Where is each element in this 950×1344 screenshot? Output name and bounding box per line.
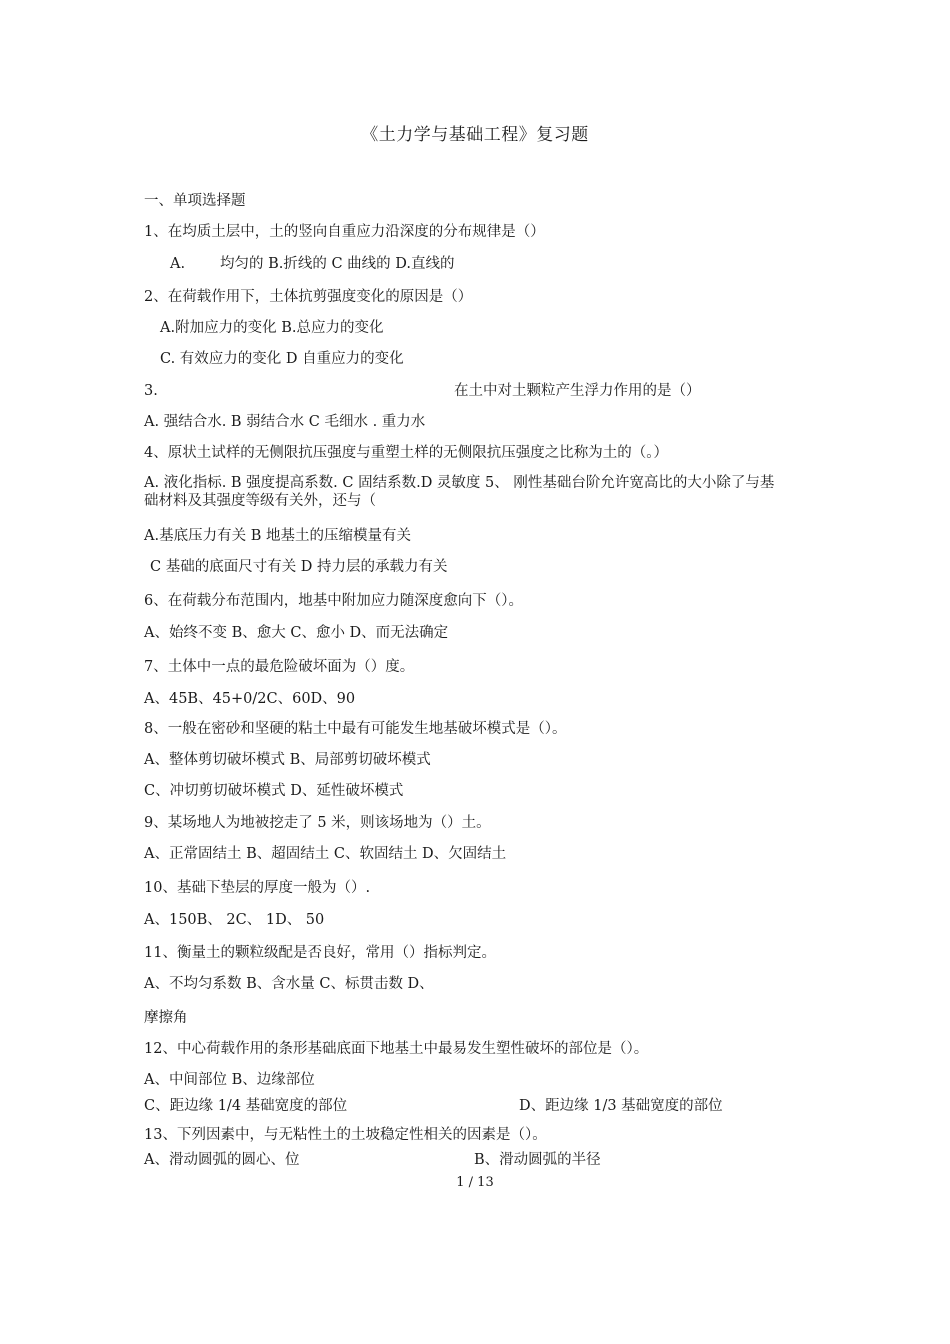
q5-options-cd: C 基础的底面尺寸有关 D 持力层的承载力有关 [150,559,448,575]
q3-options: A. 强结合水. B 弱结合水 C 毛细水 . 重力水 [144,414,426,430]
q7-options: A、45B、45+0/2C、60D、90 [144,691,356,707]
document-title: 《土力学与基础工程》复习题 [361,125,589,145]
q5-options-ab: A.基底压力有关 B 地基土的压缩模量有关 [144,528,411,544]
q1-options: 均匀的 B.折线的 C 曲线的 D.直线的 [220,256,455,272]
section-heading: 一、单项选择题 [144,193,246,209]
q8-options-ab: A、整体剪切破坏模式 B、局部剪切破坏模式 [144,752,431,768]
q8-options-cd: C、冲切剪切破坏模式 D、延性破坏模式 [144,783,404,799]
question-13: 13、下列因素中，与无粘性土的土坡稳定性相关的因素是（）。 [144,1127,547,1143]
q1-option-label: A. [170,256,186,272]
q9-options: A、正常固结土 B、超固结土 C、软固结土 D、欠固结土 [144,846,507,862]
question-9: 9、某场地人为地被挖走了 5 米，则该场地为（）土。 [144,815,491,831]
question-4: 4、原状土试样的无侧限抗压强度与重塑土样的无侧限抗压强度之比称为土的（。） [144,445,668,461]
question-1: 1、在均质土层中，土的竖向自重应力沿深度的分布规律是（） [144,224,545,240]
q4-options-q5: A. 液化指标. B 强度提高系数. C 固结系数.D 灵敏度 5、 刚性基础台阶允许宽高比的大小除了与基础材料及其强度等级有关外，还与（ [144,475,775,509]
q2-options-cd: C. 有效应力的变化 D 自重应力的变化 [160,351,404,367]
question-12: 12、中心荷载作用的条形基础底面下地基土中最易发生塑性破坏的部位是（）。 [144,1041,649,1057]
question-2: 2、在荷载作用下，土体抗剪强度变化的原因是（） [144,289,473,305]
page-number: 1 / 13 [456,1175,494,1190]
q12-option-c: C、距边缘 1/4 基础宽度的部位 [144,1098,348,1114]
q12-option-d: D、距边缘 1/3 基础宽度的部位 [519,1098,723,1114]
question-7: 7、土体中一点的最危险破坏面为（）度。 [144,659,415,675]
q6-options: A、始终不变 B、愈大 C、愈小 D、而无法确定 [144,625,449,641]
q10-options: A、150B、 2C、 1D、 50 [144,912,325,928]
question-10: 10、基础下垫层的厚度一般为（）. [144,880,371,896]
question-11: 11、衡量土的颗粒级配是否良好，常用（）指标判定。 [144,945,496,961]
question-3: 在土中对土颗粒产生浮力作用的是（） [454,383,701,399]
q13-option-b: B、滑动圆弧的半径 [474,1152,601,1168]
q11-options: A、不均匀系数 B、含水量 C、标贯击数 D、 [144,976,434,992]
question-3-number: 3. [144,383,158,399]
q12-options-ab: A、中间部位 B、边缘部位 [144,1072,315,1088]
question-8: 8、一般在密砂和坚硬的粘土中最有可能发生地基破坏模式是（）。 [144,721,567,737]
q13-option-a: A、滑动圆弧的圆心、位 [144,1152,300,1168]
question-6: 6、在荷载分布范围内，地基中附加应力随深度愈向下（）。 [144,593,523,609]
q2-options-ab: A.附加应力的变化 B.总应力的变化 [160,320,384,336]
q11-option-d-continued: 摩擦角 [144,1010,188,1026]
